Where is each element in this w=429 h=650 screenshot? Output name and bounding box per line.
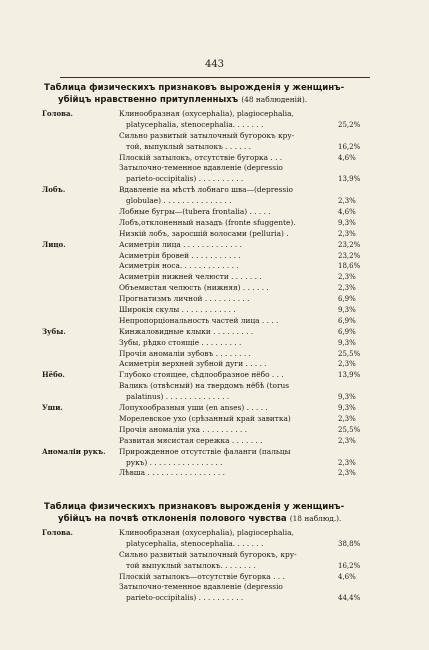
row-percent: 2,3%: [338, 436, 356, 445]
row-feature: Клинообразная (oxycephalia), plagiocephalia,: [119, 109, 294, 118]
row-category: Аномаліи рукъ.: [42, 446, 106, 456]
table-row: [42, 572, 372, 583]
row-feature: Вдавленіе на мѣстѣ лобнаго шва—(depressio: [119, 185, 294, 195]
row-percent: 23,2%: [338, 240, 361, 249]
table-row: [42, 414, 372, 425]
row-feature: Широкія скулы . . . . . . . . . . . .: [119, 305, 236, 315]
row-feature: Асиметрія носа. . . . . . . . . . . . .: [119, 261, 239, 271]
row-feature: Сильно развитый затылочный бугорокъ кру-: [119, 130, 295, 140]
table-row: [42, 218, 372, 229]
row-feature: Кинжаловидные клыки . . . . . . . . .: [119, 326, 254, 336]
table-row: [42, 174, 372, 185]
row-percent: 6,9%: [338, 327, 356, 336]
row-feature: Объемистая челюсть (нижняя) . . . . . .: [119, 283, 269, 293]
row-category: Лицо.: [42, 239, 66, 249]
row-feature: parieto-occipitalis) . . . . . . . . . .: [126, 174, 244, 184]
row-feature: Затылочно-теменное вдавленіе (depressio: [119, 163, 283, 173]
row-percent: 38,8%: [338, 539, 361, 548]
table-row: [42, 561, 372, 572]
row-percent: 2,3%: [338, 229, 356, 238]
row-feature: platycephalia, stenocephalia. . . . . . .: [126, 119, 264, 129]
table-row: [42, 142, 372, 153]
row-feature: Низкій лобъ, заросшій волосами (pelluria) .: [119, 228, 289, 238]
row-percent: 13,9%: [338, 371, 361, 380]
table2-body: [42, 528, 372, 604]
row-feature: Асиметрія нижней челюсти . . . . . . .: [119, 272, 262, 282]
table-row: [42, 261, 372, 272]
row-category: Голова.: [42, 109, 73, 118]
row-percent: 2,3%: [338, 469, 356, 478]
table-row: [42, 251, 372, 262]
table2-title-line2: убійцъ на почвѣ отклоненія полового чувства: [58, 514, 287, 524]
table-row: [42, 229, 372, 240]
row-percent: 2,3%: [338, 273, 356, 282]
row-feature: Морелевское ухо (срѣзанный край завитка): [119, 413, 291, 423]
table-row: [42, 120, 372, 131]
table2-title-line1: Таблица физическихъ признаковъ вырожденія у женщинъ-: [44, 502, 345, 512]
row-percent: 18,6%: [338, 262, 361, 271]
row-category: Лобъ.: [42, 185, 66, 195]
row-percent: 9,3%: [338, 306, 356, 315]
table-row: [42, 392, 372, 403]
row-percent: 9,3%: [338, 218, 356, 227]
row-feature: parieto-occipitalis) . . . . . . . . . .: [126, 593, 244, 603]
row-feature: Лопухообразныя уши (en anses) . . . . .: [119, 403, 268, 413]
row-feature: Прочія аномаліи зубовъ . . . . . . . .: [119, 348, 251, 358]
row-percent: 2,3%: [338, 414, 356, 423]
row-percent: 13,9%: [338, 175, 361, 184]
table-row: [42, 163, 372, 174]
table1-subtitle: (48 наблюденій).: [241, 95, 308, 104]
table1-title-line1: Таблица физическихъ признаковъ вырожденія у женщинъ-: [44, 83, 345, 93]
row-feature: рукъ) . . . . . . . . . . . . . . . .: [126, 457, 223, 467]
table-row: [42, 468, 372, 479]
row-feature: Развитая мясистая сережка . . . . . . .: [119, 435, 263, 445]
table-row: [42, 272, 372, 283]
table-row: [42, 582, 372, 593]
row-percent: 23,2%: [338, 251, 361, 260]
row-percent: 16,2%: [338, 561, 361, 570]
page-number: 443: [204, 59, 225, 70]
row-percent: 4,6%: [338, 153, 356, 162]
table-row: [42, 316, 372, 327]
row-percent: 9,3%: [338, 338, 356, 347]
table-row: [42, 593, 372, 604]
table-row: [42, 131, 372, 142]
row-feature: Глубоко стоящее, сѣдлообразное нёбо . . .: [119, 370, 284, 380]
row-feature: Непропорціональность частей лица . . . .: [119, 315, 279, 325]
table-row: [42, 294, 372, 305]
row-feature: той выпуклый затылокъ. . . . . . . .: [126, 560, 256, 570]
row-feature: platycephalia, stenocephalia. . . . . . .: [126, 538, 264, 548]
table2-heading: [44, 502, 374, 525]
row-percent: 6,9%: [338, 295, 356, 304]
row-percent: 2,3%: [338, 360, 356, 369]
row-feature: globulae) . . . . . . . . . . . . . . .: [126, 196, 232, 206]
row-percent: 25,5%: [338, 349, 361, 358]
table-row: [42, 240, 372, 251]
row-percent: 9,3%: [338, 393, 356, 402]
table-row: [42, 327, 372, 338]
table-row: [42, 349, 372, 360]
row-feature: Лобные бугры—(tubera frontalia) . . . . .: [119, 207, 271, 217]
table-row: [42, 305, 372, 316]
top-rule: [60, 77, 370, 78]
row-percent: 6,9%: [338, 316, 356, 325]
row-feature: Сильно развитый затылочный бугорокъ, кру-: [119, 549, 297, 559]
table-row: [42, 447, 372, 458]
table-row: [42, 359, 372, 370]
row-feature: Лобъ,отклоненный назадъ (fronte sfuggente).: [119, 217, 296, 227]
table-row: [42, 370, 372, 381]
table-row: [42, 283, 372, 294]
row-feature: Плоскій затылокъ—отсутствіе бугорка . . .: [119, 571, 285, 581]
table-row: [42, 425, 372, 436]
row-percent: 25,5%: [338, 425, 361, 434]
table-row: [42, 436, 372, 447]
table-row: [42, 207, 372, 218]
table-row: [42, 109, 372, 120]
table-row: [42, 196, 372, 207]
row-percent: 4,6%: [338, 208, 356, 217]
table1-heading: [44, 83, 374, 106]
row-feature: Прочія аномаліи уха . . . . . . . . . .: [119, 424, 248, 434]
row-feature: Асиметрія верхней зубной дуги . . . . .: [119, 359, 267, 369]
table-row: [42, 381, 372, 392]
row-feature: Зубы, рѣдко стоящіе . . . . . . . . .: [119, 337, 242, 347]
table1-title-line2: убійцъ нравственно притупленныхъ: [58, 95, 239, 105]
row-percent: 2,3%: [338, 284, 356, 293]
row-feature: Плоскій затылокъ, отсутствіе бугорка . . .: [119, 152, 283, 162]
table-row: [42, 539, 372, 550]
row-feature: Асиметрія бровей . . . . . . . . . . .: [119, 250, 241, 260]
row-feature: Валикъ (отвѣсный) на твердомъ нёбѣ (torus: [119, 381, 290, 391]
table2-subtitle: (18 наблюд.).: [289, 514, 342, 523]
row-feature: Прирожденное отсутствіе фаланги (пальцы: [119, 446, 291, 456]
row-percent: 16,2%: [338, 142, 361, 151]
row-category: Зубы.: [42, 326, 66, 336]
row-percent: 25,2%: [338, 120, 361, 129]
row-percent: 9,3%: [338, 404, 356, 413]
table-row: [42, 185, 372, 196]
row-feature: Лѣвша . . . . . . . . . . . . . . . . .: [119, 468, 225, 478]
row-category: Нёбо.: [42, 370, 65, 380]
table-row: [42, 338, 372, 349]
row-category: Уши.: [42, 403, 63, 413]
row-percent: 44,4%: [338, 594, 361, 603]
row-percent: 4,6%: [338, 572, 356, 581]
row-feature: Клинообразная (oxycephalia), plagiocephalia,: [119, 528, 294, 537]
row-feature: palatinus) . . . . . . . . . . . . . .: [126, 392, 230, 402]
table1-body: [42, 109, 372, 479]
table-row: [42, 153, 372, 164]
table-row: [42, 528, 372, 539]
row-feature: Асиметрія лица . . . . . . . . . . . . .: [119, 239, 242, 249]
table-row: [42, 458, 372, 469]
row-category: Голова.: [42, 528, 73, 537]
row-feature: той, выпуклый затылокъ . . . . . .: [126, 141, 252, 151]
row-feature: Прогнатизмъ личной . . . . . . . . . .: [119, 294, 250, 304]
row-percent: 2,3%: [338, 197, 356, 206]
row-percent: 2,3%: [338, 458, 356, 467]
row-feature: Затылочно-теменное вдавленіе (depressio: [119, 582, 283, 592]
table-row: [42, 403, 372, 414]
table-row: [42, 550, 372, 561]
